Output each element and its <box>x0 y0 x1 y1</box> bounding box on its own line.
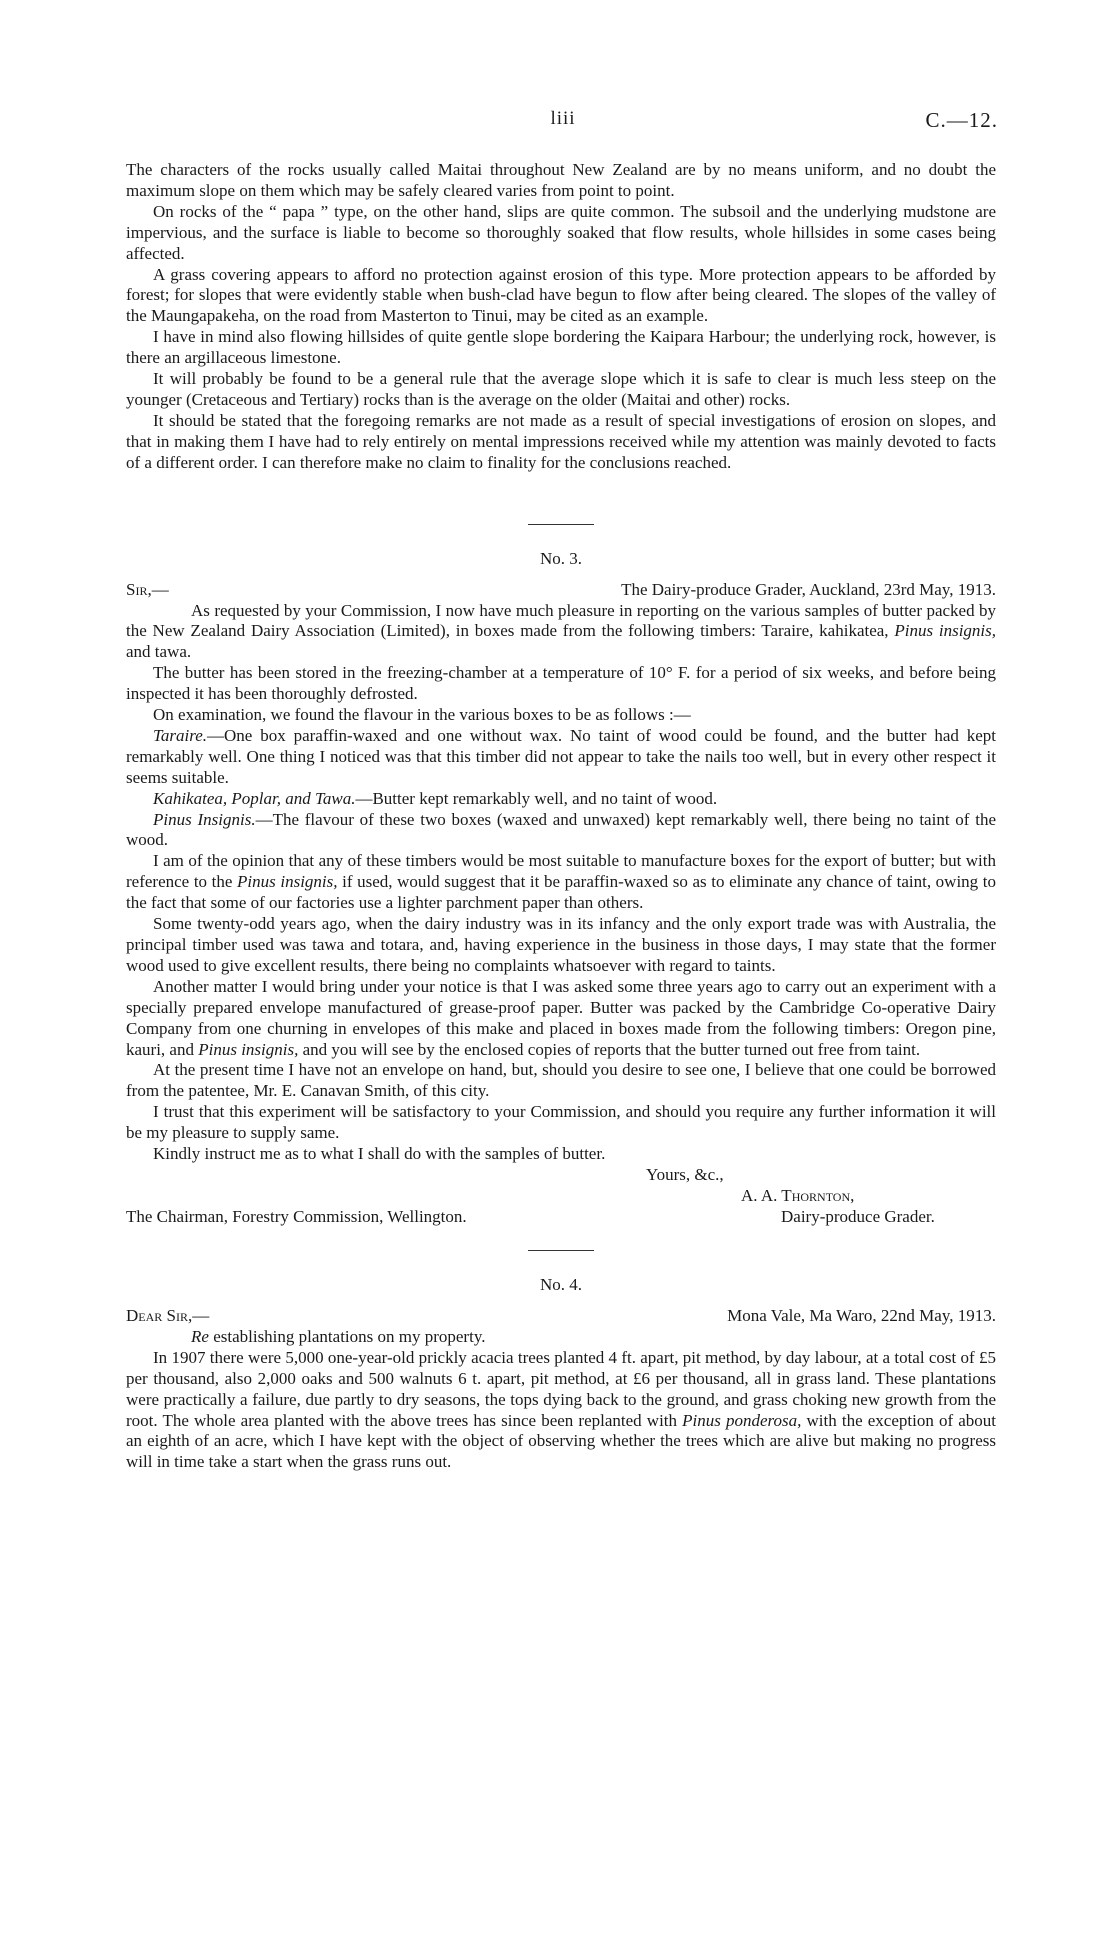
paragraph: On examination, we found the flavour in the various boxes to be as follows :— <box>153 705 691 725</box>
paragraph <box>126 977 996 1061</box>
text: In 1907 there were 5,000 one-year-old prickly acacia trees planted 4 ft. apart, pit method, by day labour, at a total cost of £5 per thousand, also 2,000 oaks and 500 walnuts 6 t. apart, pit method, at £6 per thousand, all in grass land. These plantations were practically a failure, due partly to dry seasons, the tops dying back to the ground, and grass choking new growth from the root. The whole area planted with the above trees has since been replanted with <box>126 1347 996 1430</box>
italic-text: Pinus insignis, <box>894 621 997 641</box>
signatory-name: A. A. Thornton, <box>741 1185 855 1205</box>
text: Another matter I would bring under your notice is that I was asked some three years ago to carry out an experiment with a specially prepared envelope manufactured of grease-proof paper. Butter was packed by the Cambridge Co-operative Dairy Company from one churning in envelopes of this make and placed in boxes made from the following timbers: Oregon pine, kauri, and <box>126 976 996 1059</box>
paragraph: It should be stated that the foregoing remarks are not made as a result of special investigations of erosion on slopes, and that in making them I have had to rely entirely on mental impressions received while my attention was mainly devoted to facts of a different order. I can therefore make no claim to finality for the conclusions reached. <box>126 410 996 472</box>
paragraph: On rocks of the “ papa ” type, on the other hand, slips are quite common. The subsoil and the underlying mudstone are impervious, and the surface is liable to become so thoroughly soaked that flow results, whole hillsides in some cases being affected. <box>126 201 996 263</box>
paragraph: The butter has been stored in the freezing-chamber at a temperature of 10° F. for a period of six weeks, and before being inspected it has been thoroughly defrosted. <box>126 663 996 704</box>
salutation-line <box>126 580 996 601</box>
text: if used, would suggest that it be paraffin-waxed so as to eliminate any chance of taint, owing to the fact that some of our factories use a lighter parchment paper than others. <box>126 872 997 913</box>
text: and you will see by the enclosed copies of reports that the butter turned out free from taint. <box>302 1039 921 1059</box>
letter-number: No. 3. <box>539 548 583 568</box>
letter-no-4 <box>126 1275 996 1473</box>
document-reference: C.—12. <box>925 108 998 132</box>
paragraph: It will probably be found to be a general rule that the average slope which it is safe to clear is much less steep on the younger (Cretaceous and Tertiary) rocks than is the average on the older (Maitai and other) rocks. <box>126 369 996 409</box>
italic-label: Kahikatea, Poplar, and Tawa. <box>153 788 356 808</box>
paragraph: I have in mind also flowing hillsides of quite gentle slope bordering the Kaipara Harbour; the underlying rock, however, is there an argillaceous limestone. <box>126 327 996 368</box>
page-number: liii <box>550 108 576 129</box>
salutation-line <box>126 1306 996 1327</box>
italic-text: Pinus insignis, <box>198 1039 299 1059</box>
letter-no-3 <box>126 549 996 1228</box>
addressee: The Chairman, Forestry Commission, Wellington. <box>126 1206 467 1226</box>
section-erosion-remarks <box>126 160 996 474</box>
italic-text: Pinus ponderosa, <box>682 1410 802 1430</box>
paragraph <box>126 1348 996 1473</box>
text: establishing plantations on my property. <box>213 1326 486 1346</box>
signatory-title: Dairy-produce Grader. <box>781 1206 935 1226</box>
text: —The flavour of these two boxes (waxed and unwaxed) kept remarkably well, there being no taint of the wood. <box>126 809 996 850</box>
paragraph: At the present time I have not an envelope on hand, but, should you desire to see one, I believe that one could be borrowed from the patentee, Mr. E. Canavan Smith, of this city. <box>126 1060 996 1101</box>
paragraph: A grass covering appears to afford no protection against erosion of this type. More protection appears to be afforded by forest; for slopes that were evidently stable when bush-clad have begun to flow after being cleared. The slopes of the valley of the Maungapakeha, on the road from Masterton to Tinui, may be cited as an example. <box>126 264 996 326</box>
italic-label: Taraire. <box>153 725 208 745</box>
section-divider <box>528 1250 594 1251</box>
paragraph: The characters of the rocks usually called Maitai throughout New Zealand are by no means uniform, and no doubt the maximum slope on them which may be safely cleared varies from point to point. <box>126 160 996 200</box>
subject-line <box>126 1327 996 1348</box>
letter-dateline: Mona Vale, Ma Waro, 22nd May, 1913. <box>727 1305 996 1325</box>
page-body <box>126 160 996 1473</box>
paragraph <box>126 810 996 852</box>
text: —One box paraffin-waxed and one without wax. No taint of wood could be found, and the butter had kept remarkably well. One thing I noticed was that this timber did not appear to take the nails too well, but in every other respect it seems suitable. <box>126 725 996 787</box>
paragraph <box>126 601 996 664</box>
paragraph: I trust that this experiment will be satisfactory to your Commission, and should you require any further information it will be my pleasure to supply same. <box>126 1102 996 1143</box>
salutation: Sir,— <box>126 579 169 599</box>
closing: Yours, &c., <box>646 1164 724 1184</box>
text: and tawa. <box>126 642 192 662</box>
paragraph <box>126 851 996 914</box>
italic-label: Re <box>191 1326 209 1346</box>
text: As requested by your Commission, I now have much pleasure in reporting on the various samples of butter packed by the New Zealand Dairy Association (Limited), in boxes made from the following timbers: Taraire, kahikatea, <box>126 600 996 641</box>
salutation: Dear Sir,— <box>126 1305 210 1325</box>
section-divider <box>528 524 594 525</box>
paragraph: Some twenty-odd years ago, when the dairy industry was in its infancy and the only export trade was with Australia, the principal timber used was tawa and totara, and, having experience in the business in those days, I may state that the former wood used to give excellent results, there being no complaints whatsoever with regard to taints. <box>126 914 996 975</box>
letter-number: No. 4. <box>539 1274 583 1294</box>
text: —Butter kept remarkably well, and no taint of wood. <box>355 788 718 808</box>
paragraph: Kindly instruct me as to what I shall do with the samples of butter. <box>153 1144 606 1164</box>
letter-dateline: The Dairy-produce Grader, Auckland, 23rd May, 1913. <box>621 579 996 599</box>
text: with the exception of about an eighth of an acre, which I have kept with the object of observing whether the trees which are alive but making no progress will in time take a start when the grass runs out. <box>126 1410 996 1472</box>
paragraph <box>126 726 996 789</box>
page-header <box>128 108 998 138</box>
signature-block <box>126 1165 996 1228</box>
italic-text: Pinus insignis, <box>237 872 338 892</box>
italic-label: Pinus Insignis. <box>153 809 256 829</box>
text: I am of the opinion that any of these timbers would be most suitable to manufacture boxes for the export of butter; but with reference to the <box>126 851 996 892</box>
paragraph <box>126 789 996 810</box>
